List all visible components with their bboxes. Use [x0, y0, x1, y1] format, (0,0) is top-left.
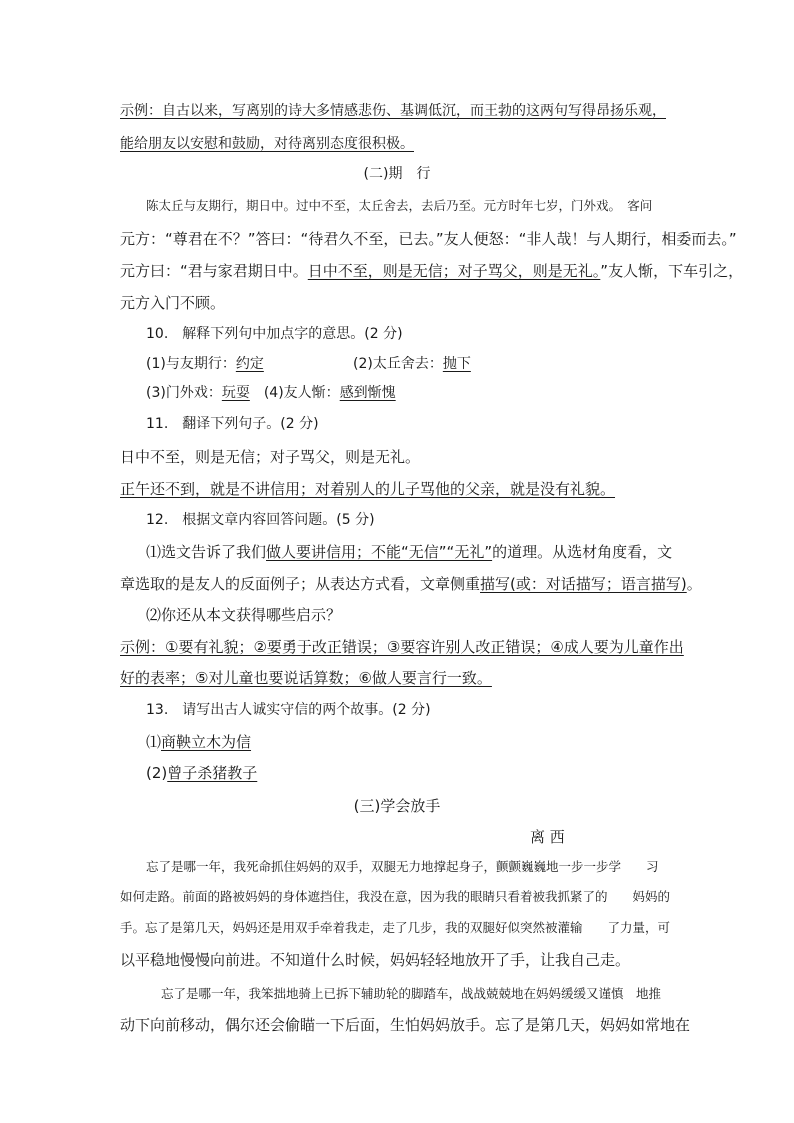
- q13-a2-label: (2): [146, 764, 168, 782]
- q12-answer-2: 好的表率；⑤对儿童也要说话算数；⑥做人要言行一致。: [120, 669, 492, 687]
- q10-a2-label: (2)太丘舍去：: [353, 356, 443, 372]
- q10-row-1b: [353, 354, 471, 374]
- q12-p1-d: 章选取的是友人的反面例子；从表达方式看，文章侧重: [120, 575, 481, 593]
- q12-p2: ⑵你还从本文获得哪些启示？: [146, 606, 342, 624]
- q12-p1-line1: [146, 542, 672, 562]
- section3-title: (三)学会放手: [353, 797, 441, 815]
- text-3-suffix: ”友人惭，下车引之，: [600, 262, 744, 280]
- q13-a1-row: [146, 732, 251, 752]
- section3-text-1: 忘了是哪一年，我死命抓住妈妈的双手，双腿无力地撑起身子，颤颤巍巍地一步一步学 习: [146, 859, 659, 874]
- q10-a4-answer: 感到惭愧: [339, 385, 396, 401]
- q11-sentence: 日中不至，则是无信；对子骂父，则是无礼。: [120, 448, 421, 466]
- q10-a1-answer: 约定: [235, 356, 264, 372]
- section3-text-4: 以平稳地慢慢向前进。不知道什么时候，妈妈轻轻地放开了手，让我自己走。: [120, 951, 631, 969]
- section2-title: (二)期 行: [363, 166, 431, 182]
- q13-title: 13. 请写出古人诚实守信的两个故事。(2 分): [146, 702, 431, 718]
- q10-a3-answer: 玩耍: [221, 385, 250, 401]
- section2-text-2: 元方：“尊君在不？”答曰：“待君久不至，已去。”友人便怒：“非人哉！与人期行，相委而去。”: [120, 230, 737, 248]
- section2-text-1: 陈太丘与友期行，期日中。过中不至，太丘舍去，去后乃至。元方时年七岁，门外戏。 客问: [146, 198, 653, 213]
- q12-p1-c: 的道理。从选材角度看，文: [492, 543, 673, 561]
- q10-row-2: [146, 383, 396, 403]
- q11-answer: 正午还不到，就是不讲信用；对着别人的儿子骂他的父亲，就是没有礼貌。: [120, 480, 616, 498]
- section3-text-2: 如何走路。前面的路被妈妈的身体遮挡住，我没在意，因为我的眼睛只看着被我抓紧了的 妈妈的: [120, 889, 671, 904]
- q13-a2: 曾子杀猪教子: [167, 764, 258, 782]
- q13-a1: 商鞅立木为信: [161, 733, 252, 751]
- q11-title: 11. 翻译下列句子。(2 分): [146, 416, 319, 432]
- q10-a2-answer: 抛下: [442, 356, 471, 372]
- q10-title: 10. 解释下列句中加点字的意思。(2 分): [146, 326, 403, 342]
- section3-text-3: 手。忘了是第几天，妈妈还是用双手牵着我走，走了几步，我的双腿好似突然被灌输 了力量，可: [120, 920, 671, 935]
- example-line-2: 能给朋友以安慰和鼓励，对待离别态度很积极。: [120, 136, 414, 152]
- q10-row-1: [146, 354, 264, 374]
- q12-answer-1: 示例：①要有礼貌；②要勇于改正错误；③要容许别人改正错误；④成人要为儿童作出: [120, 638, 684, 656]
- section3-author: 离 西: [530, 828, 565, 846]
- q13-a1-label: ⑴: [146, 733, 162, 751]
- section3-text-6: 动下向前移动，偶尔还会偷瞄一下后面，生怕妈妈放手。忘了是第几天，妈妈如常地在: [120, 1016, 691, 1034]
- q12-title: 12. 根据文章内容回答问题。(5 分): [146, 512, 375, 528]
- q10-a4-label: (4)友人惭：: [263, 385, 340, 401]
- q10-a3-label: (3)门外戏：: [146, 385, 222, 401]
- example-line-1: 示例：自古以来，写离别的诗大多情感悲伤、基调低沉，而王勃的这两句写得昂扬乐观，: [120, 103, 666, 119]
- text-3-underlined: 日中不至，则是无信；对子骂父，则是无礼。: [307, 262, 601, 280]
- q13-a2-row: [146, 763, 257, 783]
- q10-a1-label: (1)与友期行：: [146, 356, 236, 372]
- section2-text-4: 元方入门不顾。: [120, 294, 226, 312]
- q12-p1-line2: [120, 574, 702, 594]
- q12-p1-a: ⑴选文告诉了我们: [146, 543, 267, 561]
- text-3-prefix: 元方曰：“君与家君期日中。: [120, 262, 308, 280]
- q12-p1-f: 。: [686, 575, 702, 593]
- q12-p1-b: 做人要讲信用；不能“无信”“无礼”: [266, 543, 493, 561]
- section2-text-3: [120, 261, 743, 281]
- q12-p1-e: 描写(或：对话描写；语言描写): [480, 575, 687, 593]
- section3-text-5: 忘了是哪一年，我笨拙地骑上已拆下辅助轮的脚踏车，战战兢兢地在妈妈缓缓又谨慎 地推: [161, 986, 662, 1001]
